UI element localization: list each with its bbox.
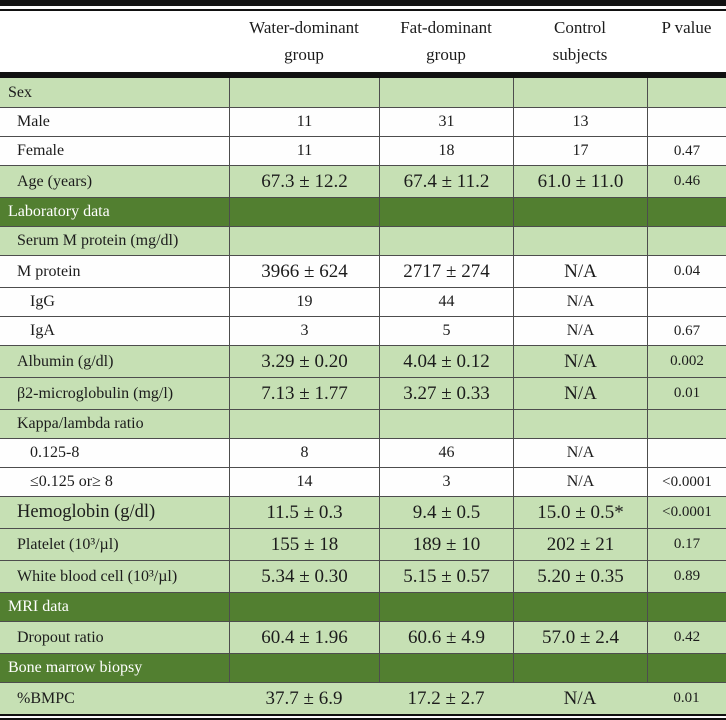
column-header-line: Water-dominant [249, 18, 359, 37]
cell-pvalue [647, 198, 726, 226]
cell-fat: 60.6 ± 4.9 [379, 622, 513, 653]
cell-pvalue: 0.89 [647, 561, 726, 592]
cell-control [513, 227, 647, 255]
row-label: Female [17, 142, 65, 159]
column-header-line: subjects [552, 45, 608, 64]
cell-control: N/A [513, 439, 647, 467]
row-label: Male [17, 113, 50, 130]
row-label: MRI data [8, 598, 69, 615]
cell-pvalue: 0.17 [647, 529, 726, 560]
cell-pvalue [647, 108, 726, 136]
row-label: 0.125-8 [30, 444, 80, 461]
column-header-water-dominant-group [229, 11, 379, 72]
table-body [0, 78, 726, 714]
row-label: %BMPC [17, 689, 75, 707]
cell-fat: 3.27 ± 0.33 [379, 378, 513, 409]
row-hemoglobin-g-dl [0, 496, 726, 528]
row-albumin-g-dl [0, 345, 726, 377]
row-label: IgG [30, 293, 55, 310]
cell-water: 11 [229, 137, 379, 165]
bottom-double-rule [0, 714, 726, 720]
column-header-line: P value [661, 18, 712, 37]
cell-pvalue: 0.42 [647, 622, 726, 653]
row-bone-marrow-biopsy [0, 653, 726, 682]
cell-water: 8 [229, 439, 379, 467]
row-label: M protein [17, 262, 81, 280]
row-label: Hemoglobin (g/dl) [17, 502, 156, 522]
cell-control [513, 78, 647, 107]
cell-water: 11.5 ± 0.3 [229, 497, 379, 528]
cell-water: 7.13 ± 1.77 [229, 378, 379, 409]
cell-control: 57.0 ± 2.4 [513, 622, 647, 653]
row-white-blood-cell-10-l [0, 560, 726, 592]
row-female [0, 136, 726, 165]
cell-fat: 17.2 ± 2.7 [407, 687, 485, 709]
cell-control [513, 593, 647, 621]
cell-water: 3.29 ± 0.20 [229, 346, 379, 377]
cell-fat: 9.4 ± 0.5 [379, 497, 513, 528]
cell-fat: 4.04 ± 0.12 [379, 346, 513, 377]
cell-pvalue: 0.46 [647, 166, 726, 197]
cell-fat: 189 ± 10 [379, 529, 513, 560]
cell-water [229, 198, 379, 226]
cell-water: 3 [229, 317, 379, 345]
row-platelet-10-l [0, 528, 726, 560]
row-label: Bone marrow biopsy [8, 659, 143, 676]
cell-control: N/A [513, 378, 647, 409]
cell-fat: 2717 ± 274 [379, 256, 513, 287]
row-serum-m-protein-mg-dl [0, 226, 726, 255]
column-header-line: Control [554, 18, 606, 37]
cell-pvalue: 0.04 [647, 256, 726, 287]
cell-water: 14 [229, 468, 379, 496]
row-iga [0, 316, 726, 345]
row-label: White blood cell (10³/µl) [17, 567, 178, 585]
row-label: Dropout ratio [17, 628, 104, 646]
cell-water [229, 410, 379, 438]
cell-control: N/A [513, 346, 647, 377]
cell-fat [379, 227, 513, 255]
row-2-microglobulin-mg-l [0, 377, 726, 409]
row-label: β2-microglobulin (mg/l) [17, 384, 174, 402]
cell-pvalue [647, 439, 726, 467]
column-header-control-subjects [513, 11, 647, 72]
cell-water: 155 ± 18 [229, 529, 379, 560]
cell-water [229, 78, 379, 107]
cell-fat [379, 654, 513, 682]
row-label: Kappa/lambda ratio [17, 415, 144, 432]
cell-control: 15.0 ± 0.5* [513, 497, 647, 528]
header-corner-blank [0, 11, 229, 72]
cell-pvalue [647, 654, 726, 682]
cell-fat: 67.4 ± 11.2 [379, 166, 513, 197]
row-label: Laboratory data [8, 203, 110, 220]
row-dropout-ratio [0, 621, 726, 653]
cell-fat: 44 [379, 288, 513, 316]
cell-water: 60.4 ± 1.96 [229, 622, 379, 653]
cell-water: 19 [229, 288, 379, 316]
header-row [0, 11, 726, 72]
row-mri-data [0, 592, 726, 621]
cell-pvalue: 0.47 [647, 137, 726, 165]
cell-control [513, 654, 647, 682]
cell-fat [379, 593, 513, 621]
column-header-p-value [647, 11, 726, 72]
row-label: Serum M protein (mg/dl) [17, 232, 179, 249]
cell-water: 37.7 ± 6.9 [265, 687, 343, 709]
cell-control: 17 [513, 137, 647, 165]
cell-pvalue: <0.0001 [647, 468, 726, 496]
cell-water: 67.3 ± 12.2 [229, 166, 379, 197]
cell-pvalue: 0.67 [647, 317, 726, 345]
cell-fat [379, 198, 513, 226]
cell-fat [379, 410, 513, 438]
row-label: Albumin (g/dl) [17, 352, 114, 370]
column-header-line: group [284, 45, 324, 64]
row-0-125-or-8 [0, 467, 726, 496]
cell-control: N/A [563, 687, 597, 709]
cell-control: 202 ± 21 [513, 529, 647, 560]
cell-fat: 5 [379, 317, 513, 345]
row-m-protein [0, 255, 726, 287]
row-age-years [0, 165, 726, 197]
cell-fat: 18 [379, 137, 513, 165]
cell-water: 5.34 ± 0.30 [229, 561, 379, 592]
row-label: ≤0.125 or≥ 8 [30, 473, 113, 490]
row-label: Age (years) [17, 172, 93, 190]
cell-control: N/A [513, 468, 647, 496]
top-double-rule [0, 0, 726, 11]
row-bmpc [0, 682, 726, 714]
cell-control: N/A [513, 317, 647, 345]
row-male [0, 107, 726, 136]
cell-fat: 5.15 ± 0.57 [379, 561, 513, 592]
cell-fat [379, 78, 513, 107]
row-kappa-lambda-ratio [0, 409, 726, 438]
cell-water [229, 227, 379, 255]
cell-water: 3966 ± 624 [229, 256, 379, 287]
column-header-line: Fat-dominant [400, 18, 492, 37]
cell-pvalue: 0.002 [647, 346, 726, 377]
row-0-125-8 [0, 438, 726, 467]
cell-fat: 46 [379, 439, 513, 467]
cell-pvalue [647, 593, 726, 621]
cell-water [229, 654, 379, 682]
cell-control: 61.0 ± 11.0 [513, 166, 647, 197]
cell-pvalue: 0.01 [647, 378, 726, 409]
cell-control: N/A [513, 256, 647, 287]
row-label: Sex [8, 83, 32, 101]
cell-control [513, 410, 647, 438]
cell-control: 13 [513, 108, 647, 136]
cell-pvalue [647, 227, 726, 255]
cell-water: 11 [229, 108, 379, 136]
row-label: IgA [30, 322, 55, 339]
cell-water [229, 593, 379, 621]
cell-fat: 31 [379, 108, 513, 136]
cell-control [513, 198, 647, 226]
row-label: Platelet (10³/µl) [17, 535, 119, 553]
cell-control: 5.20 ± 0.35 [513, 561, 647, 592]
row-sex [0, 78, 726, 107]
cell-pvalue: <0.0001 [647, 497, 726, 528]
cell-control: N/A [513, 288, 647, 316]
cell-fat: 3 [379, 468, 513, 496]
cell-pvalue [647, 288, 726, 316]
cell-pvalue: 0.01 [673, 690, 700, 706]
cell-pvalue [647, 410, 726, 438]
row-igg [0, 287, 726, 316]
column-header-fat-dominant-group [379, 11, 513, 72]
row-laboratory-data [0, 197, 726, 226]
cell-pvalue [647, 78, 726, 107]
column-header-line: group [426, 45, 466, 64]
